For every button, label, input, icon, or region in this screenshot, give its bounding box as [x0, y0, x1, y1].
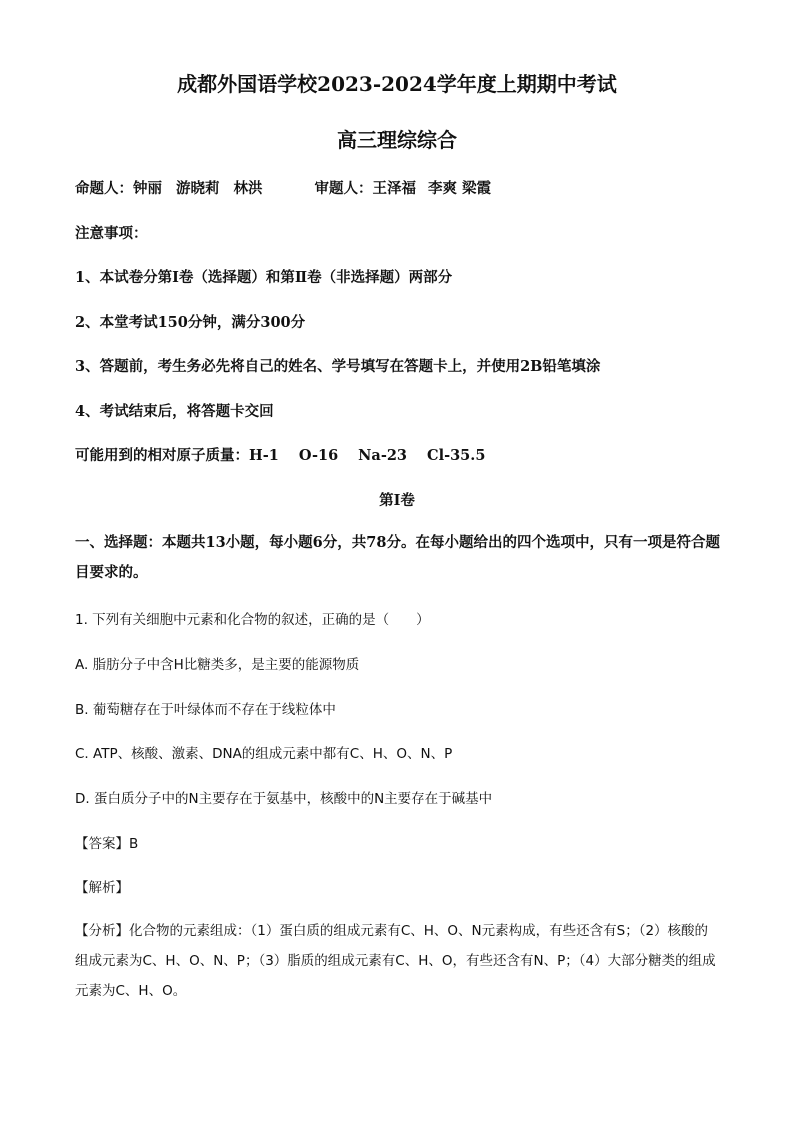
option-a: A. 脂肪分子中含H比糖类多，是主要的能源物质: [75, 657, 360, 673]
notice-item: 4、考试结束后，将答题卡交回: [75, 403, 274, 420]
page-title: 成都外国语学校2023-2024学年度上期期中考试: [177, 72, 617, 96]
authors-line: [75, 177, 491, 198]
author-name: 游晓莉: [176, 180, 220, 197]
author-name: 林洪: [233, 180, 263, 197]
notice-item: 2、本堂考试150分钟，满分300分: [75, 314, 306, 331]
option-b: B. 葡萄糖存在于叶绿体而不存在于线粒体中: [75, 702, 336, 718]
analysis-paragraph: [75, 916, 721, 1006]
authors-label: 命题人：钟丽: [75, 180, 162, 197]
page-subtitle: 高三理综综合: [337, 128, 457, 152]
option-d: D. 蛋白质分子中的N主要存在于氨基中，核酸中的N主要存在于碱基中: [75, 791, 493, 807]
notice-item: 1、本试卷分第Ⅰ卷（选择题）和第Ⅱ卷（非选择题）两部分: [75, 269, 453, 286]
volume-heading: 第Ⅰ卷: [379, 492, 415, 509]
option-c: C. ATP、核酸、激素、DNA的组成元素中都有C、H、O、N、P: [75, 746, 453, 762]
analysis-text: 化合物的元素组成：（1）蛋白质的组成元素有C、H、O、N元素构成，有些还含有S；（2）核酸的组成元素为C、H、O、N、P；（3）脂质的组成元素有C、H、O，有些还含有N、P；（4）大部分糖类的组成元素为C、H、O。: [75, 923, 716, 999]
atomic-mass-line: [75, 444, 485, 465]
analysis-label: 【分析】: [75, 923, 129, 939]
atomic-mass-item: Cl-35.5: [427, 447, 486, 464]
atomic-mass-item: O-16: [298, 447, 339, 464]
question-stem: 1. 下列有关细胞中元素和化合物的叙述，正确的是（ ）: [75, 612, 430, 628]
reviewer-name: 李爽 梁霞: [428, 180, 492, 197]
notice-heading: 注意事项：: [75, 225, 148, 242]
atomic-mass-item: Na-23: [358, 447, 408, 464]
section-instruction: 一、选择题：本题共13小题，每小题6分，共78分。在每小题给出的四个选项中，只有一项是符合题目要求的。: [75, 534, 720, 581]
answer-line: 【答案】B: [75, 836, 139, 852]
analysis-heading: 【解析】: [75, 880, 129, 896]
atomic-mass-label: 可能用到的相对原子质量：H-1: [75, 447, 279, 464]
reviewers-label: 审题人：王泽福: [314, 180, 416, 197]
notice-item: 3、答题前，考生务必先将自己的姓名、学号填写在答题卡上，并使用2B铅笔填涂: [75, 358, 601, 375]
